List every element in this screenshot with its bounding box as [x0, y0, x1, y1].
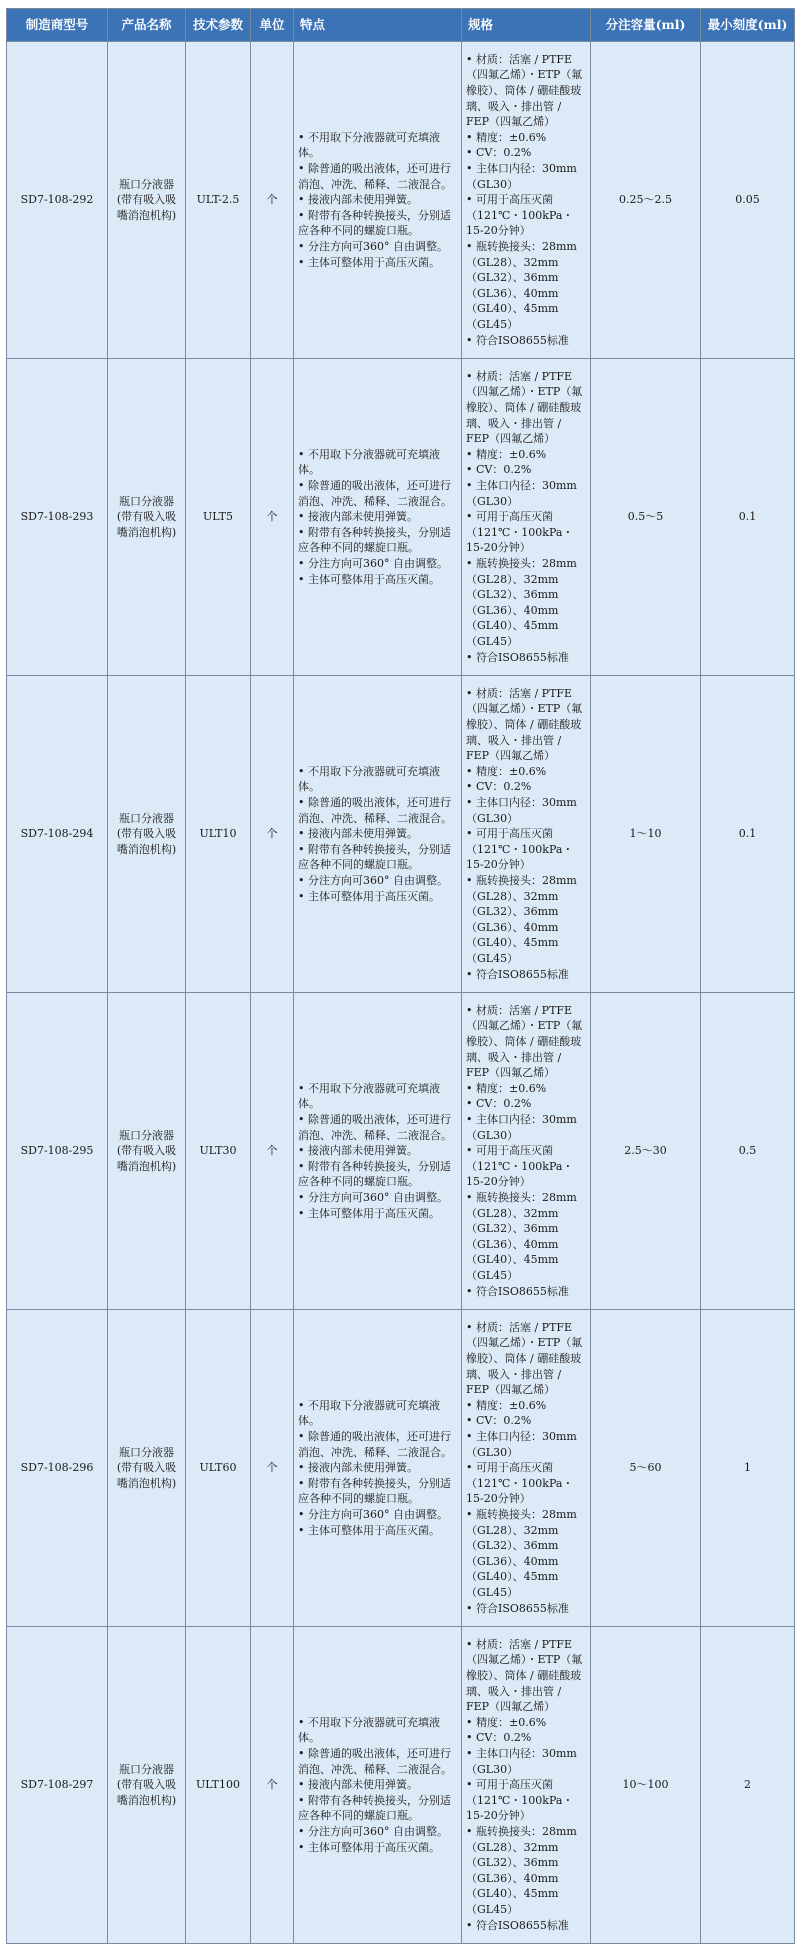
- header-product-name: 产品名称: [108, 9, 186, 42]
- feature-line: • 接液内部未使用弹簧。: [298, 510, 418, 524]
- feature-line: • 主体可整体用于高压灭菌。: [298, 1206, 440, 1220]
- feature-line: • 主体可整体用于高压灭菌。: [298, 572, 440, 586]
- spec-line: • 材质：活塞 / PTFE（四氟乙烯）・ETP（氟橡胶）、筒体 / 硼硅酸玻璃、吸入・排出管 / FEP（四氟乙烯）: [466, 369, 583, 446]
- spec-line: • 瓶转换接头：28mm（GL28）、32mm（GL32）、36mm（GL36）、40mm（GL40）、45mm（GL45）: [466, 556, 577, 648]
- cell-tech-param: ULT5: [186, 359, 251, 676]
- cell-product-name: 瓶口分液器(带有吸入吸嘴消泡机构): [108, 676, 186, 993]
- spec-line: • 瓶转换接头：28mm（GL28）、32mm（GL32）、36mm（GL36）、40mm（GL40）、45mm（GL45）: [466, 873, 577, 965]
- spec-line: • 可用于高压灭菌（121℃・100kPa・15-20分钟）: [466, 1778, 574, 1823]
- cell-specs: [462, 993, 591, 1310]
- feature-line: • 分注方向可360° 自由调整。: [298, 556, 448, 570]
- spec-line: • CV：0.2%: [466, 463, 532, 477]
- spec-line: • CV：0.2%: [466, 1731, 532, 1745]
- spec-line: • 瓶转换接头：28mm（GL28）、32mm（GL32）、36mm（GL36）、40mm（GL40）、45mm（GL45）: [466, 1507, 577, 1599]
- feature-line: • 分注方向可360° 自由调整。: [298, 1824, 448, 1838]
- cell-features: [294, 1627, 462, 1944]
- spec-line: • 符合ISO8655标准: [466, 1601, 569, 1615]
- spec-line: • 符合ISO8655标准: [466, 333, 569, 347]
- feature-line: • 接液内部未使用弹簧。: [298, 1144, 418, 1158]
- feature-line: • 除普通的吸出液体，还可进行消泡、冲洗、稀释、二液混合。: [298, 1747, 452, 1776]
- feature-line: • 附带有各种转换接头，分别适应各种不同的螺旋口瓶。: [298, 1793, 451, 1823]
- table-row: [7, 676, 795, 993]
- feature-line: • 附带有各种转换接头，分别适应各种不同的螺旋口瓶。: [298, 208, 451, 238]
- cell-specs: [462, 1310, 591, 1627]
- cell-model: SD7-108-297: [7, 1627, 108, 1944]
- feature-line: • 除普通的吸出液体，还可进行消泡、冲洗、稀释、二液混合。: [298, 162, 452, 191]
- feature-line: • 分注方向可360° 自由调整。: [298, 1190, 448, 1204]
- cell-tech-param: ULT10: [186, 676, 251, 993]
- feature-line: • 除普通的吸出液体，还可进行消泡、冲洗、稀释、二液混合。: [298, 1430, 452, 1459]
- table-row: [7, 1627, 795, 1944]
- header-specs: 规格: [462, 9, 591, 42]
- spec-line: • 符合ISO8655标准: [466, 650, 569, 664]
- header-unit: 单位: [251, 9, 294, 42]
- feature-line: • 不用取下分液器就可充填液体。: [298, 764, 440, 794]
- feature-line: • 主体可整体用于高压灭菌。: [298, 255, 440, 269]
- cell-tech-param: ULT100: [186, 1627, 251, 1944]
- spec-line: • 瓶转换接头：28mm（GL28）、32mm（GL32）、36mm（GL36）、40mm（GL40）、45mm（GL45）: [466, 1824, 577, 1916]
- spec-line: • 材质：活塞 / PTFE（四氟乙烯）・ETP（氟橡胶）、筒体 / 硼硅酸玻璃、吸入・排出管 / FEP（四氟乙烯）: [466, 1320, 583, 1397]
- feature-line: • 不用取下分液器就可充填液体。: [298, 1715, 440, 1745]
- cell-min-scale: 2: [701, 1627, 795, 1944]
- cell-product-name: 瓶口分液器(带有吸入吸嘴消泡机构): [108, 42, 186, 359]
- feature-line: • 不用取下分液器就可充填液体。: [298, 447, 440, 477]
- spec-line: • 主体口内径：30mm（GL30）: [466, 162, 577, 191]
- cell-volume: 2.5～30: [591, 993, 701, 1310]
- cell-specs: [462, 676, 591, 993]
- cell-unit: 个: [251, 1310, 294, 1627]
- spec-line: • 符合ISO8655标准: [466, 967, 569, 981]
- feature-line: • 除普通的吸出液体，还可进行消泡、冲洗、稀释、二液混合。: [298, 479, 452, 508]
- spec-line: • CV：0.2%: [466, 1097, 532, 1111]
- feature-line: • 接液内部未使用弹簧。: [298, 1461, 418, 1475]
- cell-features: [294, 359, 462, 676]
- feature-line: • 附带有各种转换接头，分别适应各种不同的螺旋口瓶。: [298, 525, 451, 555]
- spec-line: • CV：0.2%: [466, 780, 532, 794]
- spec-line: • 符合ISO8655标准: [466, 1284, 569, 1298]
- spec-line: • 精度：±0.6%: [466, 447, 547, 461]
- cell-specs: [462, 42, 591, 359]
- cell-model: SD7-108-295: [7, 993, 108, 1310]
- feature-line: • 不用取下分液器就可充填液体。: [298, 1081, 440, 1111]
- spec-line: • 可用于高压灭菌（121℃・100kPa・15-20分钟）: [466, 193, 574, 238]
- cell-features: [294, 676, 462, 993]
- spec-line: • 可用于高压灭菌（121℃・100kPa・15-20分钟）: [466, 510, 574, 555]
- feature-line: • 除普通的吸出液体，还可进行消泡、冲洗、稀释、二液混合。: [298, 796, 452, 825]
- cell-tech-param: ULT-2.5: [186, 42, 251, 359]
- spec-line: • 主体口内径：30mm（GL30）: [466, 479, 577, 508]
- cell-model: SD7-108-292: [7, 42, 108, 359]
- table-row: [7, 993, 795, 1310]
- cell-specs: [462, 1627, 591, 1944]
- cell-volume: 10～100: [591, 1627, 701, 1944]
- cell-tech-param: ULT30: [186, 993, 251, 1310]
- spec-line: • 材质：活塞 / PTFE（四氟乙烯）・ETP（氟橡胶）、筒体 / 硼硅酸玻璃、吸入・排出管 / FEP（四氟乙烯）: [466, 1637, 583, 1714]
- feature-line: • 分注方向可360° 自由调整。: [298, 873, 448, 887]
- spec-line: • 精度：±0.6%: [466, 130, 547, 144]
- spec-line: • 精度：±0.6%: [466, 1398, 547, 1412]
- cell-volume: 1～10: [591, 676, 701, 993]
- cell-unit: 个: [251, 42, 294, 359]
- cell-unit: 个: [251, 359, 294, 676]
- cell-specs: [462, 359, 591, 676]
- feature-line: • 除普通的吸出液体，还可进行消泡、冲洗、稀释、二液混合。: [298, 1113, 452, 1142]
- spec-line: • 瓶转换接头：28mm（GL28）、32mm（GL32）、36mm（GL36）、40mm（GL40）、45mm（GL45）: [466, 239, 577, 331]
- header-tech-param: 技术参数: [186, 9, 251, 42]
- spec-line: • 精度：±0.6%: [466, 764, 547, 778]
- header-model: 制造商型号: [7, 9, 108, 42]
- feature-line: • 接液内部未使用弹簧。: [298, 827, 418, 841]
- spec-line: • 主体口内径：30mm（GL30）: [466, 796, 577, 825]
- feature-line: • 接液内部未使用弹簧。: [298, 193, 418, 207]
- spec-line: • 可用于高压灭菌（121℃・100kPa・15-20分钟）: [466, 1461, 574, 1506]
- cell-model: SD7-108-296: [7, 1310, 108, 1627]
- spec-line: • 主体口内径：30mm（GL30）: [466, 1113, 577, 1142]
- feature-line: • 附带有各种转换接头，分别适应各种不同的螺旋口瓶。: [298, 842, 451, 872]
- feature-line: • 分注方向可360° 自由调整。: [298, 239, 448, 253]
- header-min-scale: 最小刻度(ml): [701, 9, 795, 42]
- cell-model: SD7-108-294: [7, 676, 108, 993]
- spec-line: • 符合ISO8655标准: [466, 1918, 569, 1932]
- cell-features: [294, 42, 462, 359]
- feature-line: • 主体可整体用于高压灭菌。: [298, 1840, 440, 1854]
- feature-line: • 不用取下分液器就可充填液体。: [298, 130, 440, 160]
- feature-line: • 主体可整体用于高压灭菌。: [298, 1523, 440, 1537]
- cell-min-scale: 0.05: [701, 42, 795, 359]
- product-spec-table: [6, 8, 795, 1944]
- feature-line: • 分注方向可360° 自由调整。: [298, 1507, 448, 1521]
- cell-unit: 个: [251, 993, 294, 1310]
- cell-model: SD7-108-293: [7, 359, 108, 676]
- cell-product-name: 瓶口分液器(带有吸入吸嘴消泡机构): [108, 1310, 186, 1627]
- feature-line: • 附带有各种转换接头，分别适应各种不同的螺旋口瓶。: [298, 1159, 451, 1189]
- cell-min-scale: 1: [701, 1310, 795, 1627]
- feature-line: • 附带有各种转换接头，分别适应各种不同的螺旋口瓶。: [298, 1476, 451, 1506]
- spec-line: • 主体口内径：30mm（GL30）: [466, 1747, 577, 1776]
- table-row: [7, 359, 795, 676]
- feature-line: • 不用取下分液器就可充填液体。: [298, 1398, 440, 1428]
- cell-unit: 个: [251, 676, 294, 993]
- cell-tech-param: ULT60: [186, 1310, 251, 1627]
- cell-volume: 0.25～2.5: [591, 42, 701, 359]
- cell-min-scale: 0.1: [701, 676, 795, 993]
- spec-line: • CV：0.2%: [466, 1414, 532, 1428]
- cell-unit: 个: [251, 1627, 294, 1944]
- feature-line: • 主体可整体用于高压灭菌。: [298, 889, 440, 903]
- cell-min-scale: 0.5: [701, 993, 795, 1310]
- cell-min-scale: 0.1: [701, 359, 795, 676]
- table-row: [7, 42, 795, 359]
- spec-line: • 材质：活塞 / PTFE（四氟乙烯）・ETP（氟橡胶）、筒体 / 硼硅酸玻璃、吸入・排出管 / FEP（四氟乙烯）: [466, 686, 583, 763]
- feature-line: • 接液内部未使用弹簧。: [298, 1778, 418, 1792]
- cell-volume: 5～60: [591, 1310, 701, 1627]
- spec-line: • CV：0.2%: [466, 146, 532, 160]
- spec-line: • 材质：活塞 / PTFE（四氟乙烯）・ETP（氟橡胶）、筒体 / 硼硅酸玻璃、吸入・排出管 / FEP（四氟乙烯）: [466, 52, 583, 129]
- spec-line: • 主体口内径：30mm（GL30）: [466, 1430, 577, 1459]
- header-volume: 分注容量(ml): [591, 9, 701, 42]
- spec-line: • 瓶转换接头：28mm（GL28）、32mm（GL32）、36mm（GL36）、40mm（GL40）、45mm（GL45）: [466, 1190, 577, 1282]
- spec-line: • 可用于高压灭菌（121℃・100kPa・15-20分钟）: [466, 1144, 574, 1189]
- header-row: [7, 9, 795, 42]
- header-features: 特点: [294, 9, 462, 42]
- table-row: [7, 1310, 795, 1627]
- spec-line: • 材质：活塞 / PTFE（四氟乙烯）・ETP（氟橡胶）、筒体 / 硼硅酸玻璃、吸入・排出管 / FEP（四氟乙烯）: [466, 1003, 583, 1080]
- cell-product-name: 瓶口分液器(带有吸入吸嘴消泡机构): [108, 993, 186, 1310]
- cell-features: [294, 1310, 462, 1627]
- cell-product-name: 瓶口分液器(带有吸入吸嘴消泡机构): [108, 359, 186, 676]
- spec-line: • 可用于高压灭菌（121℃・100kPa・15-20分钟）: [466, 827, 574, 872]
- spec-line: • 精度：±0.6%: [466, 1715, 547, 1729]
- cell-volume: 0.5～5: [591, 359, 701, 676]
- cell-features: [294, 993, 462, 1310]
- cell-product-name: 瓶口分液器(带有吸入吸嘴消泡机构): [108, 1627, 186, 1944]
- spec-line: • 精度：±0.6%: [466, 1081, 547, 1095]
